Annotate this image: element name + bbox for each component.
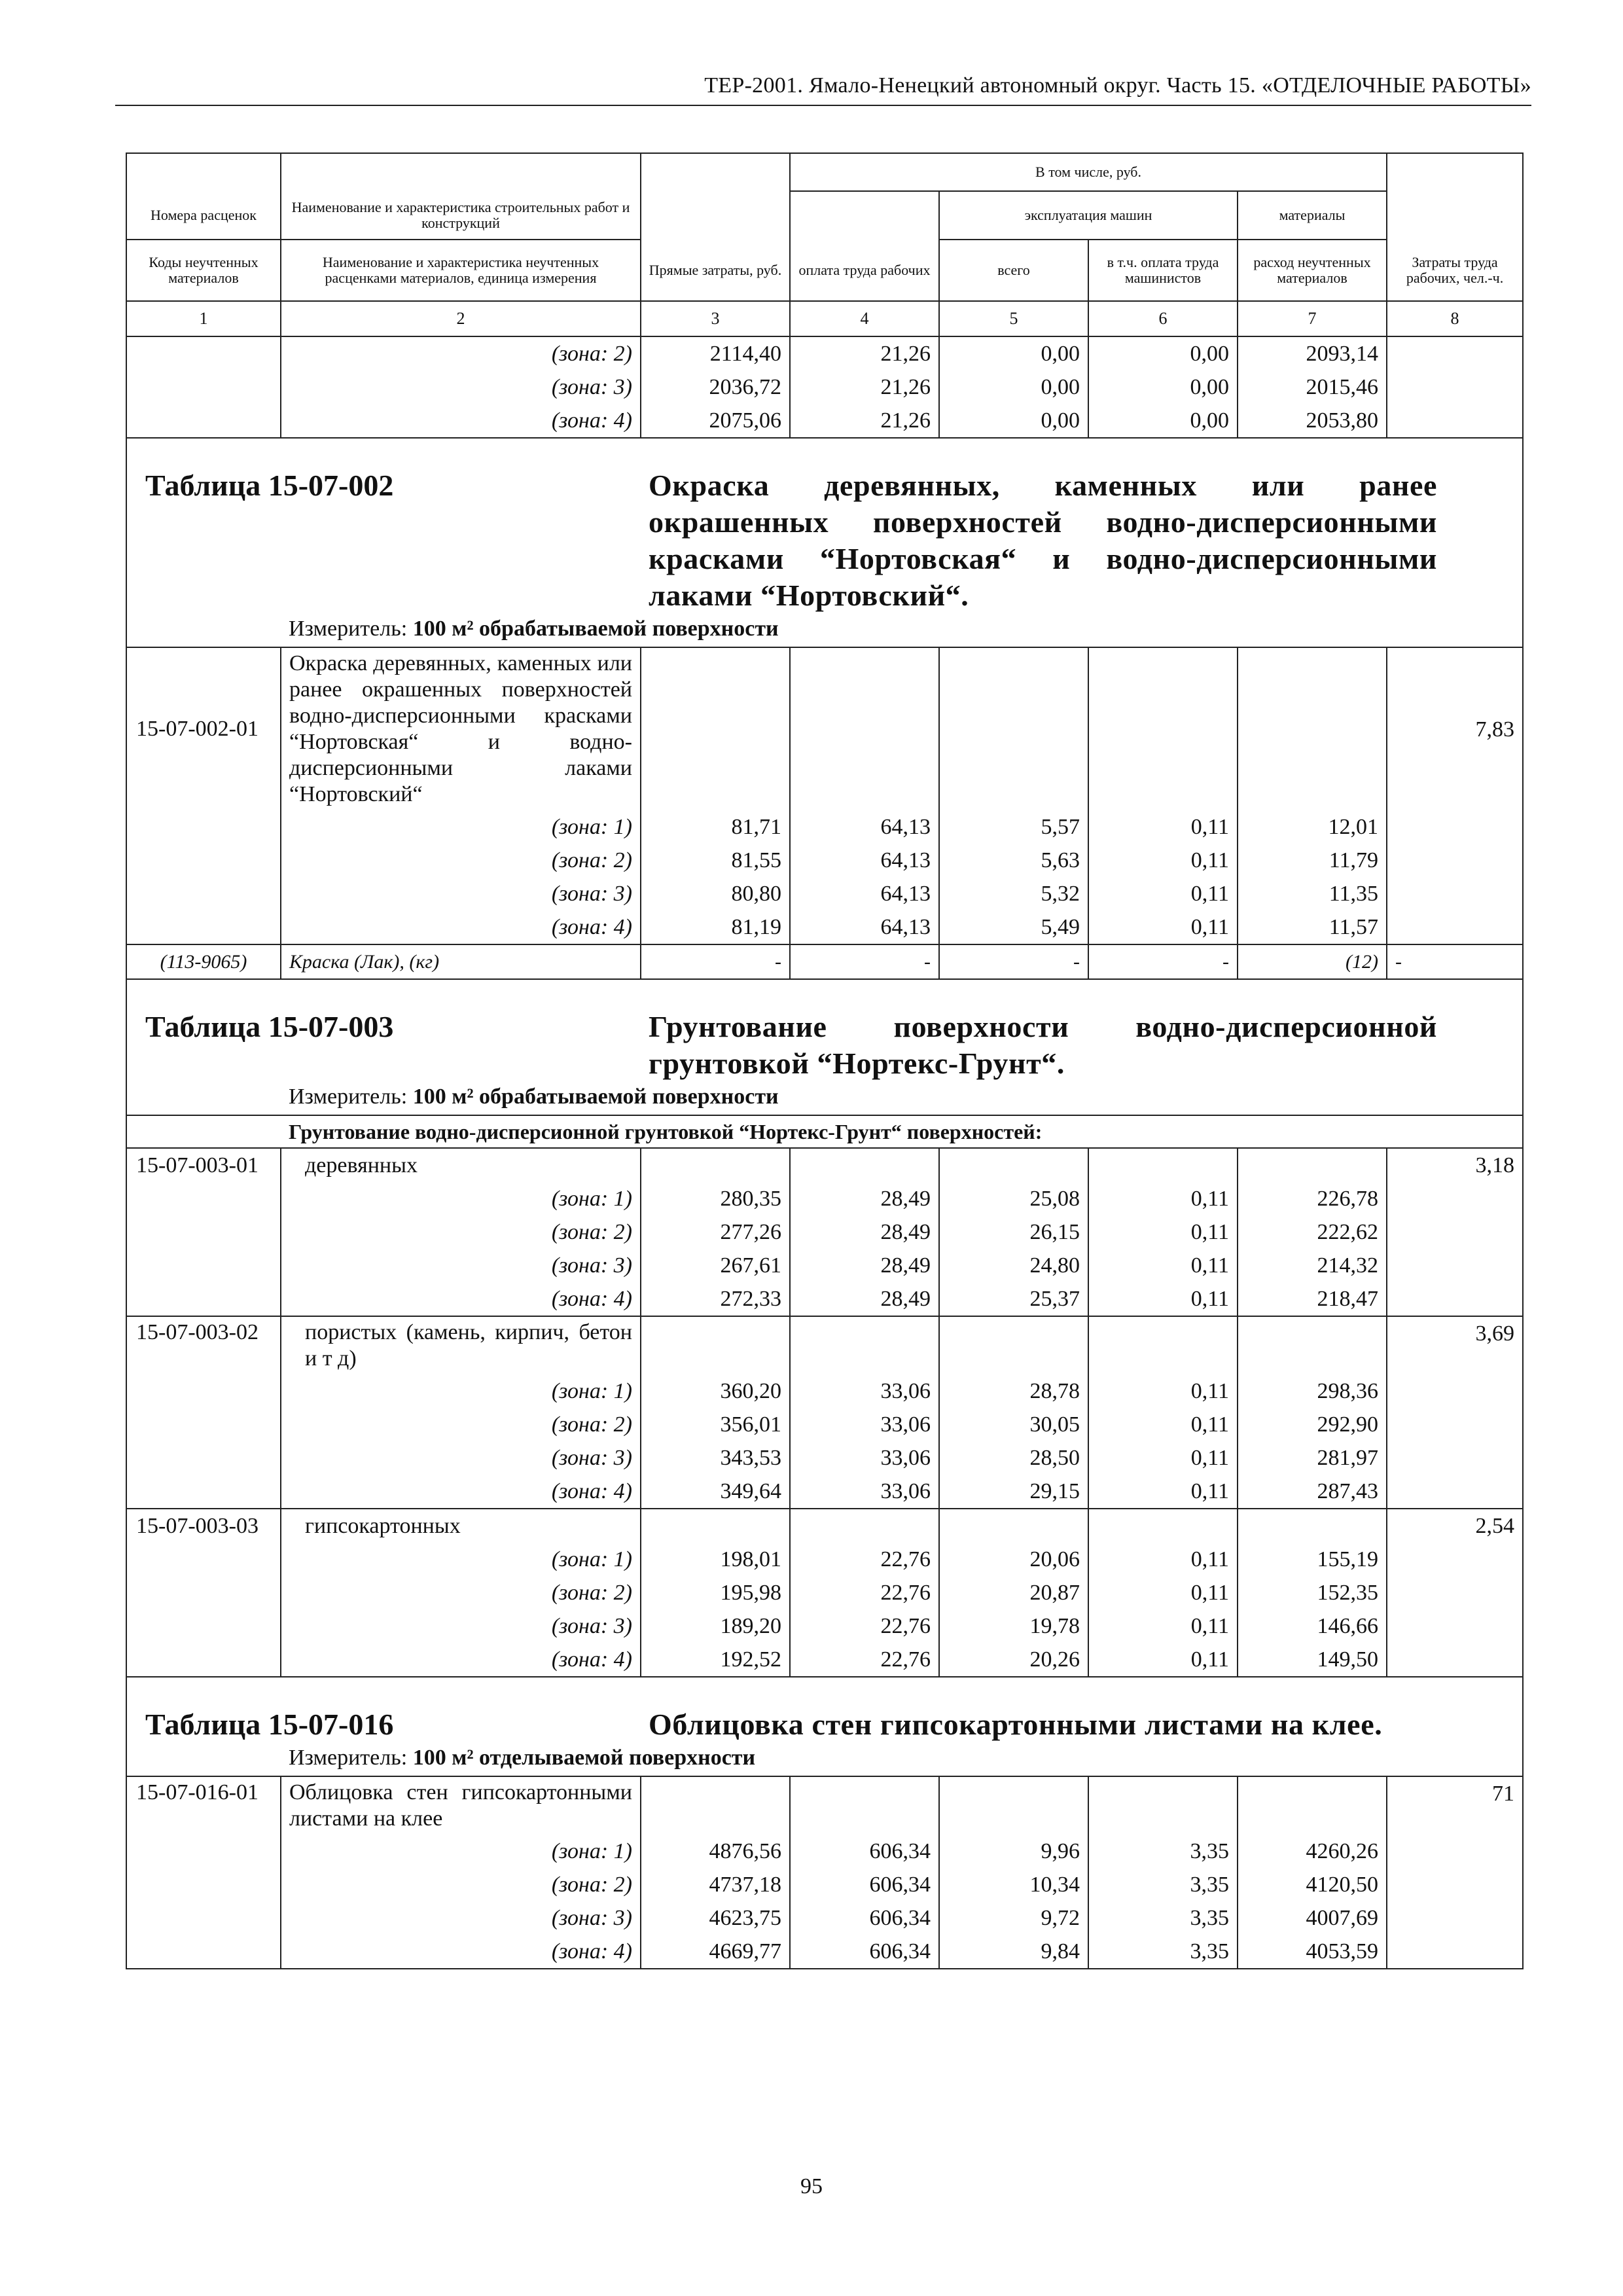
header-machines: эксплуатация машин [939,191,1238,240]
zone-value: 28,50 [939,1441,1088,1475]
zone-value: 198,01 [641,1543,790,1576]
header-unaccounted-materials: расход неучтенных материалов [1238,240,1387,301]
zone-label: (зона: 3) [281,1441,641,1475]
zone-value: 218,47 [1238,1282,1387,1316]
material-value: - [939,944,1088,979]
work-name: пористых (камень, кирпич, бетон и т д) [281,1316,641,1374]
table-title: Облицовка стен гипсокартонными листами на клее. [641,1677,1523,1743]
zone-label: (зона: 2) [281,336,641,370]
item-row [126,1509,1523,1543]
work-name: Облицовка стен гипсокартонными листами на клее [281,1776,641,1835]
work-name: Окраска деревянных, каменных или ранее окрашенных поверхностей водно-дисперсионными красками “Нортовская“ и водно-дисперсионными лаками “Нортовский“ [281,647,641,810]
rate-code: 15-07-003-03 [126,1509,281,1543]
zone-value: 3,35 [1088,1901,1238,1935]
table-number: Таблица 15-07-003 [126,979,641,1082]
zone-value: 195,98 [641,1576,790,1609]
zone-row [126,336,1523,370]
zone-value: 22,76 [790,1609,939,1643]
zone-value: 0,11 [1088,1215,1238,1249]
zone-value: 292,90 [1238,1408,1387,1441]
zone-value: 20,26 [939,1643,1088,1677]
col-num-1: 1 [126,301,281,336]
zone-row [126,1282,1523,1316]
zone-row [126,1374,1523,1408]
zone-value: 64,13 [790,810,939,844]
header-labor-pay: оплата труда рабочих [790,240,939,301]
zone-value: 0,11 [1088,1576,1238,1609]
labor-cost: 71 [1387,1776,1523,1835]
material-value: - [790,944,939,979]
measure-row [126,1743,1523,1776]
zone-row [126,1643,1523,1677]
measure-row [126,1082,1523,1115]
zone-label: (зона: 2) [281,844,641,877]
zone-value: 81,55 [641,844,790,877]
zone-value: 226,78 [1238,1182,1387,1215]
material-value: - [1088,944,1238,979]
zone-value: 0,00 [939,404,1088,438]
zone-value: 81,71 [641,810,790,844]
zone-value: 4737,18 [641,1868,790,1901]
zone-value: 12,01 [1238,810,1387,844]
header-rate-numbers: Номера расценок [126,191,281,240]
table-header [126,153,1523,336]
measure-row [126,614,1523,647]
zone-value: 606,34 [790,1835,939,1868]
zone-value: 4623,75 [641,1901,790,1935]
labor-cost: 3,18 [1387,1148,1523,1182]
zone-value: 287,43 [1238,1475,1387,1509]
measure-value: 100 м² обрабатываемой поверхности [412,617,779,641]
zone-label: (зона: 3) [281,1609,641,1643]
zone-value: 606,34 [790,1868,939,1901]
zone-value: 0,11 [1088,877,1238,910]
zone-value: 28,49 [790,1282,939,1316]
zone-value: 155,19 [1238,1543,1387,1576]
section-title-row [126,438,1523,614]
zone-value: 28,49 [790,1182,939,1215]
measure-value: 100 м² обрабатываемой поверхности [412,1085,779,1109]
zone-label: (зона: 1) [281,1374,641,1408]
zone-value: 29,15 [939,1475,1088,1509]
zone-value: 0,11 [1088,1282,1238,1316]
rate-code: 15-07-003-02 [126,1316,281,1374]
zone-value: 5,32 [939,877,1088,910]
zone-value: 64,13 [790,910,939,944]
zone-value: 360,20 [641,1374,790,1408]
material-labor: - [1387,944,1523,979]
zone-value: 349,64 [641,1475,790,1509]
zone-value: 25,37 [939,1282,1088,1316]
table-number: Таблица 15-07-016 [126,1677,641,1743]
zone-label: (зона: 2) [281,1215,641,1249]
measure-value: 100 м² отделываемой поверхности [412,1746,756,1770]
table-title: Окраска деревянных, каменных или ранее окрашенных поверхностей водно-дисперсионными красками “Нортовская“ и водно-дисперсионными лаками “Нортовский“. [641,438,1523,614]
measure-prefix: Измеритель: [289,1085,413,1109]
zone-row [126,1441,1523,1475]
zone-value: 28,49 [790,1215,939,1249]
zone-label: (зона: 4) [281,1475,641,1509]
material-code: (113-9065) [126,944,281,979]
zone-value: 0,00 [1088,404,1238,438]
col-num-4: 4 [790,301,939,336]
work-name: гипсокартонных [281,1509,641,1543]
zone-row [126,1576,1523,1609]
measure-prefix: Измеритель: [289,1746,413,1770]
zone-value: 9,84 [939,1935,1088,1969]
item-row [126,1148,1523,1182]
zone-value: 606,34 [790,1901,939,1935]
table-title: Грунтование поверхности водно-дисперсионной грунтовкой “Нортекс-Грунт“. [641,979,1523,1082]
col-num-7: 7 [1238,301,1387,336]
zone-value: 2114,40 [641,336,790,370]
zone-value: 21,26 [790,404,939,438]
zone-row [126,810,1523,844]
measure-unit [281,1743,1523,1776]
zone-value: 343,53 [641,1441,790,1475]
header-work-name: Наименование и характеристика строительных работ и конструкций [281,191,641,240]
zone-row [126,1835,1523,1868]
zone-value: 356,01 [641,1408,790,1441]
zone-row [126,370,1523,404]
zone-value: 5,63 [939,844,1088,877]
header-rule [115,105,1531,106]
zone-label: (зона: 4) [281,1282,641,1316]
zone-value: 5,57 [939,810,1088,844]
zone-value: 189,20 [641,1609,790,1643]
zone-value: 0,11 [1088,1609,1238,1643]
zone-label: (зона: 4) [281,1643,641,1677]
zone-value: 25,08 [939,1182,1088,1215]
zone-row [126,1182,1523,1215]
zone-label: (зона: 1) [281,810,641,844]
header-operators-pay: в т.ч. оплата труда машинистов [1088,240,1238,301]
subheader-row [126,1115,1523,1148]
col-num-8: 8 [1387,301,1523,336]
col-num-2: 2 [281,301,641,336]
zone-value: 9,96 [939,1835,1088,1868]
zone-row [126,1249,1523,1282]
zone-label: (зона: 2) [281,1868,641,1901]
measure-prefix: Измеритель: [289,617,413,641]
zone-value: 214,32 [1238,1249,1387,1282]
table-number: Таблица 15-07-002 [126,438,641,614]
rate-code: 15-07-003-01 [126,1148,281,1182]
zone-value: 4669,77 [641,1935,790,1969]
zone-value: 22,76 [790,1576,939,1609]
zone-value: 267,61 [641,1249,790,1282]
zone-label: (зона: 3) [281,1901,641,1935]
zone-row [126,844,1523,877]
item-row [126,1776,1523,1835]
zone-value: 33,06 [790,1475,939,1509]
zone-row [126,1408,1523,1441]
header-direct-costs: Прямые затраты, руб. [641,240,790,301]
zone-value: 0,11 [1088,844,1238,877]
zone-value: 2093,14 [1238,336,1387,370]
zone-value: 192,52 [641,1643,790,1677]
zone-value: 4053,59 [1238,1935,1387,1969]
zone-row [126,1475,1523,1509]
col-num-6: 6 [1088,301,1238,336]
group-subheader: Грунтование водно-дисперсионной грунтовкой “Нортекс-Грунт“ поверхностей: [281,1115,1523,1148]
zone-label: (зона: 3) [281,370,641,404]
zone-value: 272,33 [641,1282,790,1316]
zone-value: 5,49 [939,910,1088,944]
header-machines-total: всего [939,240,1088,301]
header-unaccounted-codes: Коды неучтенных материалов [126,240,281,301]
zone-value: 11,79 [1238,844,1387,877]
labor-cost: 2,54 [1387,1509,1523,1543]
zone-value: 9,72 [939,1901,1088,1935]
zone-value: 4260,26 [1238,1835,1387,1868]
col-num-5: 5 [939,301,1088,336]
zone-value: 152,35 [1238,1576,1387,1609]
zone-value: 0,00 [939,336,1088,370]
zone-label: (зона: 2) [281,1408,641,1441]
material-value: (12) [1238,944,1387,979]
zone-value: 21,26 [790,370,939,404]
labor-cost: 7,83 [1387,647,1523,810]
zone-value: 22,76 [790,1643,939,1677]
zone-label: (зона: 1) [281,1182,641,1215]
zone-value: 20,06 [939,1543,1088,1576]
header-materials: материалы [1238,191,1387,240]
page-number: 95 [800,2174,823,2198]
zone-value: 28,78 [939,1374,1088,1408]
zone-row [126,910,1523,944]
zone-value: 0,11 [1088,1182,1238,1215]
section-title-row [126,1677,1523,1743]
work-name: деревянных [281,1148,641,1182]
zone-value: 64,13 [790,844,939,877]
item-row [126,647,1523,810]
zone-label: (зона: 2) [281,1576,641,1609]
zone-value: 19,78 [939,1609,1088,1643]
zone-value: 0,11 [1088,1643,1238,1677]
col-num-3: 3 [641,301,790,336]
material-name: Краска (Лак), (кг) [281,944,641,979]
zone-row [126,1609,1523,1643]
zone-value: 0,11 [1088,1475,1238,1509]
zone-value: 22,76 [790,1543,939,1576]
zone-value: 0,11 [1088,1441,1238,1475]
rate-code: 15-07-002-01 [126,647,281,810]
zone-value: 146,66 [1238,1609,1387,1643]
zone-row [126,1543,1523,1576]
zone-value: 222,62 [1238,1215,1387,1249]
zone-value: 149,50 [1238,1643,1387,1677]
zone-value: 281,97 [1238,1441,1387,1475]
zone-value: 28,49 [790,1249,939,1282]
header-labor-costs: Затраты труда рабочих, чел.-ч. [1387,240,1523,301]
zone-value: 26,15 [939,1215,1088,1249]
table-body [126,336,1523,1969]
zone-value: 20,87 [939,1576,1088,1609]
zone-value: 64,13 [790,877,939,910]
zone-value: 2015,46 [1238,370,1387,404]
zone-label: (зона: 3) [281,1249,641,1282]
zone-label: (зона: 4) [281,1935,641,1969]
zone-value: 0,11 [1088,810,1238,844]
zone-value: 33,06 [790,1408,939,1441]
zone-value: 280,35 [641,1182,790,1215]
zone-value: 0,11 [1088,1543,1238,1576]
zone-value: 0,11 [1088,1249,1238,1282]
zone-value: 80,80 [641,877,790,910]
measure-unit [281,1082,1523,1115]
zone-value: 10,34 [939,1868,1088,1901]
zone-row [126,1935,1523,1969]
zone-value: 0,00 [1088,370,1238,404]
measure-unit [281,614,1523,647]
item-row [126,1316,1523,1374]
zone-value: 11,57 [1238,910,1387,944]
zone-value: 30,05 [939,1408,1088,1441]
zone-label: (зона: 4) [281,404,641,438]
zone-value: 0,11 [1088,1408,1238,1441]
zone-value: 3,35 [1088,1835,1238,1868]
zone-label: (зона: 3) [281,877,641,910]
zone-value: 11,35 [1238,877,1387,910]
zone-value: 0,00 [1088,336,1238,370]
zone-value: 3,35 [1088,1935,1238,1969]
zone-value: 277,26 [641,1215,790,1249]
header-incl-rub: В том числе, руб. [790,153,1387,191]
zone-label: (зона: 1) [281,1543,641,1576]
zone-value: 298,36 [1238,1374,1387,1408]
zone-row [126,1868,1523,1901]
zone-value: 33,06 [790,1374,939,1408]
zone-value: 4876,56 [641,1835,790,1868]
zone-value: 33,06 [790,1441,939,1475]
zone-row [126,1901,1523,1935]
rates-table [126,152,1524,1969]
labor-cost: 3,69 [1387,1316,1523,1374]
zone-value: 4007,69 [1238,1901,1387,1935]
running-header: ТЕР-2001. Ямало-Ненецкий автономный округ. Часть 15. «ОТДЕЛОЧНЫЕ РАБОТЫ» [704,73,1531,98]
zone-row [126,404,1523,438]
zone-value: 24,80 [939,1249,1088,1282]
header-unaccounted-names: Наименование и характеристика неучтенных расценками материалов, единица измерения [281,240,641,301]
material-row [126,944,1523,979]
zone-value: 0,11 [1088,910,1238,944]
zone-row [126,1215,1523,1249]
section-title-row [126,979,1523,1082]
zone-value: 2053,80 [1238,404,1387,438]
zone-value: 606,34 [790,1935,939,1969]
zone-value: 81,19 [641,910,790,944]
zone-value: 0,11 [1088,1374,1238,1408]
zone-label: (зона: 4) [281,910,641,944]
zone-value: 2036,72 [641,370,790,404]
zone-row [126,877,1523,910]
zone-value: 21,26 [790,336,939,370]
zone-value: 3,35 [1088,1868,1238,1901]
zone-value: 4120,50 [1238,1868,1387,1901]
material-value: - [641,944,790,979]
rate-code: 15-07-016-01 [126,1776,281,1835]
zone-value: 2075,06 [641,404,790,438]
zone-value: 0,00 [939,370,1088,404]
zone-label: (зона: 1) [281,1835,641,1868]
